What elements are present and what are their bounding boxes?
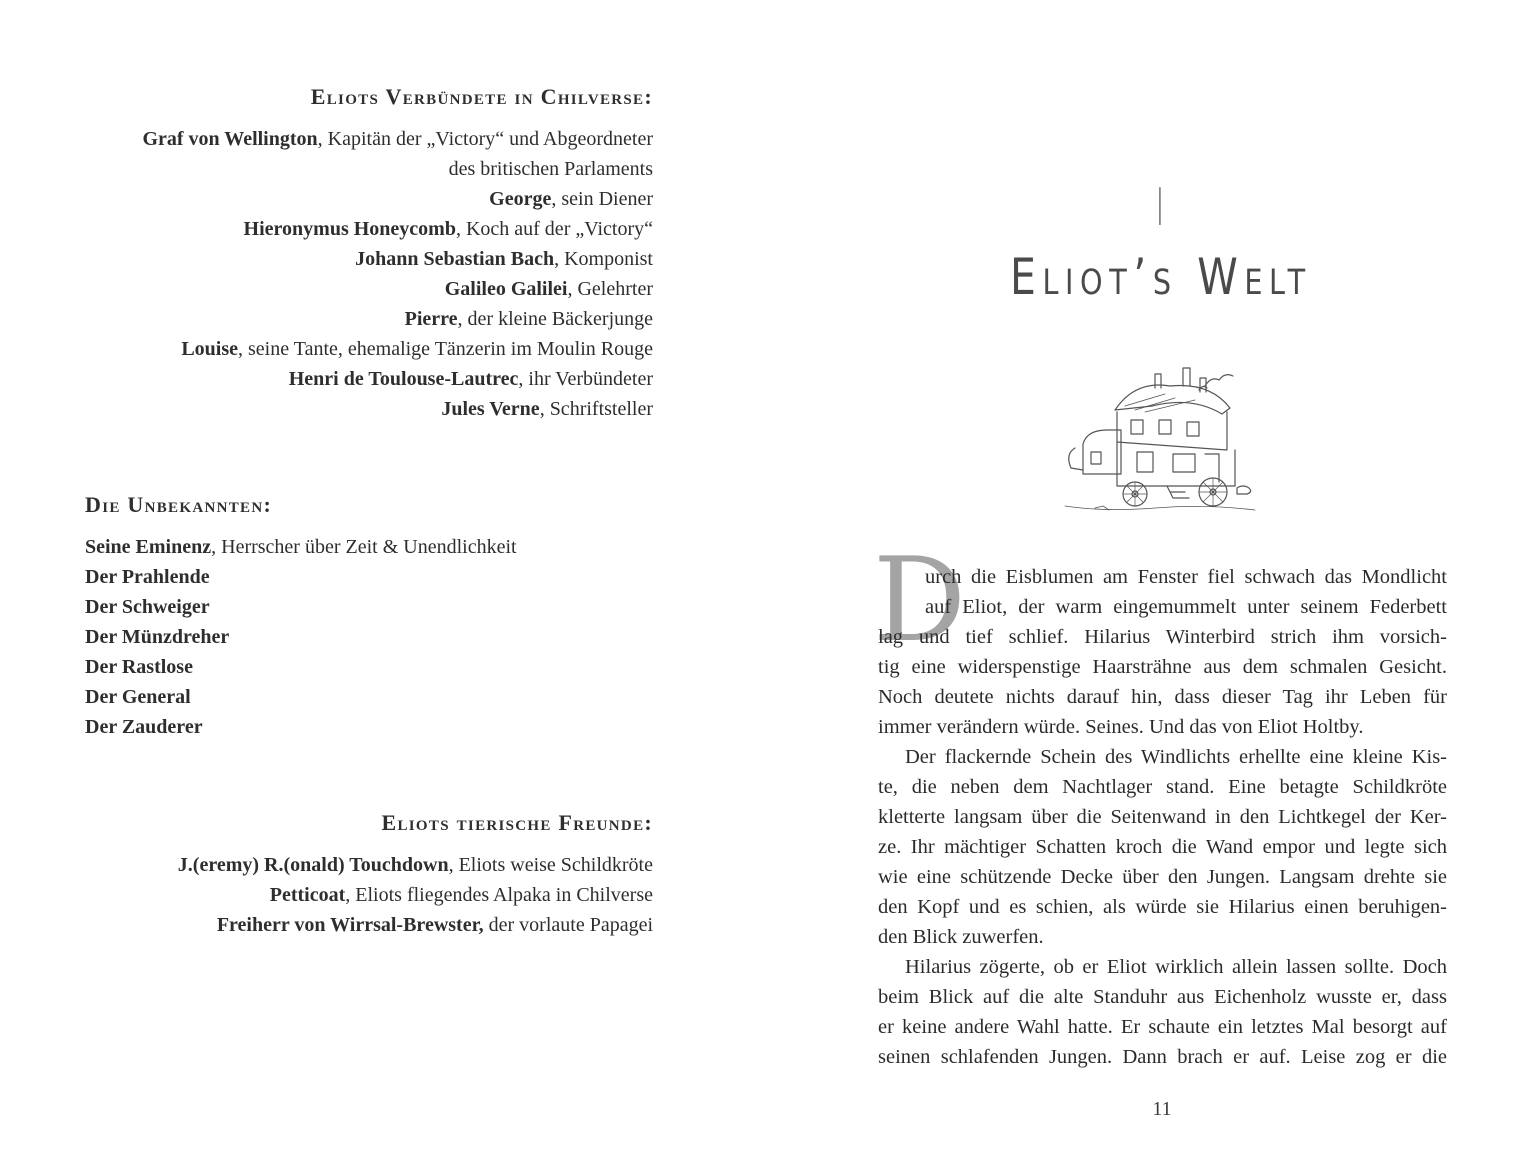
character-line: Der Zauderer	[85, 716, 203, 738]
paragraph-line: wie eine schützende Decke über den Jungen. Langsam drehte sie	[878, 866, 1447, 888]
paragraph-line: Hilarius zögerte, ob er Eliot wirklich allein lassen sollte. Doch	[905, 956, 1447, 978]
right-page	[765, 0, 1530, 1162]
character-line: des britischen Parlaments	[448, 158, 653, 180]
drop-cap: D	[873, 533, 967, 668]
paragraph-line: Der flackernde Schein des Windlichts erhellte eine kleine Kis-	[905, 746, 1447, 768]
paragraph-line: auf Eliot, der warm eingemummelt unter seinem Federbett	[925, 596, 1447, 618]
unknowns-heading: Die Unbekannten:	[85, 492, 273, 517]
paragraph-line: ze. Ihr mächtiger Schatten kroch die Wand empor und legte sich	[878, 836, 1447, 858]
character-line: Der Schweiger	[85, 596, 210, 618]
character-line: Pierre, der kleine Bäckerjunge	[404, 308, 653, 330]
chapter-title: Eliot’s Welt	[1010, 248, 1312, 306]
paragraph-line: urch die Eisblumen am Fenster fiel schwach das Mondlicht	[925, 566, 1447, 588]
paragraph-line: kletterte langsam über die Seitenwand in den Lichtkegel der Ker-	[878, 806, 1447, 828]
chapter-number: I	[1156, 178, 1164, 238]
character-line: Seine Eminenz, Herrscher über Zeit & Unendlichkeit	[85, 536, 517, 558]
paragraph-line: lag und tief schlief. Hilarius Winterbird strich ihm vorsich-	[878, 626, 1447, 648]
paragraph-line: seinen schlafenden Jungen. Dann brach er auf. Leise zog er die	[878, 1046, 1447, 1068]
paragraph-line: er keine andere Wahl hatte. Er schaute ein letztes Mal besorgt auf	[878, 1016, 1447, 1038]
character-line: Graf von Wellington, Kapitän der „Victory“ und Abgeordneter	[142, 128, 653, 150]
character-line: J.(eremy) R.(onald) Touchdown, Eliots weise Schildkröte	[177, 854, 653, 876]
character-line: Der Rastlose	[85, 656, 193, 678]
paragraph-line: den Blick zuwerfen.	[878, 926, 1044, 948]
character-line: Henri de Toulouse-Lautrec, ihr Verbündeter	[288, 368, 653, 390]
character-line: Der Prahlende	[85, 566, 210, 588]
character-line: Hieronymus Honeycomb, Koch auf der „Victory“	[243, 218, 653, 240]
paragraph-line: te, die neben dem Nachtlager stand. Eine betagte Schildkröte	[878, 776, 1447, 798]
character-line: Petticoat, Eliots fliegendes Alpaka in Chilverse	[269, 884, 653, 906]
house-on-wheels-illustration	[1055, 348, 1260, 518]
character-line: Der General	[85, 686, 191, 708]
character-line: Galileo Galilei, Gelehrter	[444, 278, 653, 300]
paragraph-line: Noch deutete nichts darauf hin, dass dieser Tag ihr Leben für	[878, 686, 1447, 708]
character-line: Johann Sebastian Bach, Komponist	[355, 248, 653, 270]
animal-friends-heading: Eliots tierische Freunde:	[381, 810, 653, 835]
character-line: Der Münzdreher	[85, 626, 230, 648]
character-line: George, sein Diener	[489, 188, 653, 210]
page-number: 11	[1152, 1098, 1172, 1120]
paragraph-line: immer verändern würde. Seines. Und das von Eliot Holtby.	[878, 716, 1364, 738]
paragraph-line: beim Blick auf die alte Standuhr aus Eichenholz wusste er, dass	[878, 986, 1447, 1008]
character-line: Louise, seine Tante, ehemalige Tänzerin im Moulin Rouge	[181, 338, 653, 360]
paragraph-line: den Kopf und es schien, als würde sie Hilarius einen beruhigen-	[878, 896, 1447, 918]
character-line: Jules Verne, Schriftsteller	[441, 398, 653, 420]
character-line: Freiherr von Wirrsal-Brewster, der vorlaute Papagei	[216, 914, 653, 936]
paragraph-line: tig eine widerspenstige Haarsträhne aus dem schmalen Gesicht.	[878, 656, 1447, 678]
allies-heading: Eliots Verbündete in Chilverse:	[310, 84, 653, 109]
